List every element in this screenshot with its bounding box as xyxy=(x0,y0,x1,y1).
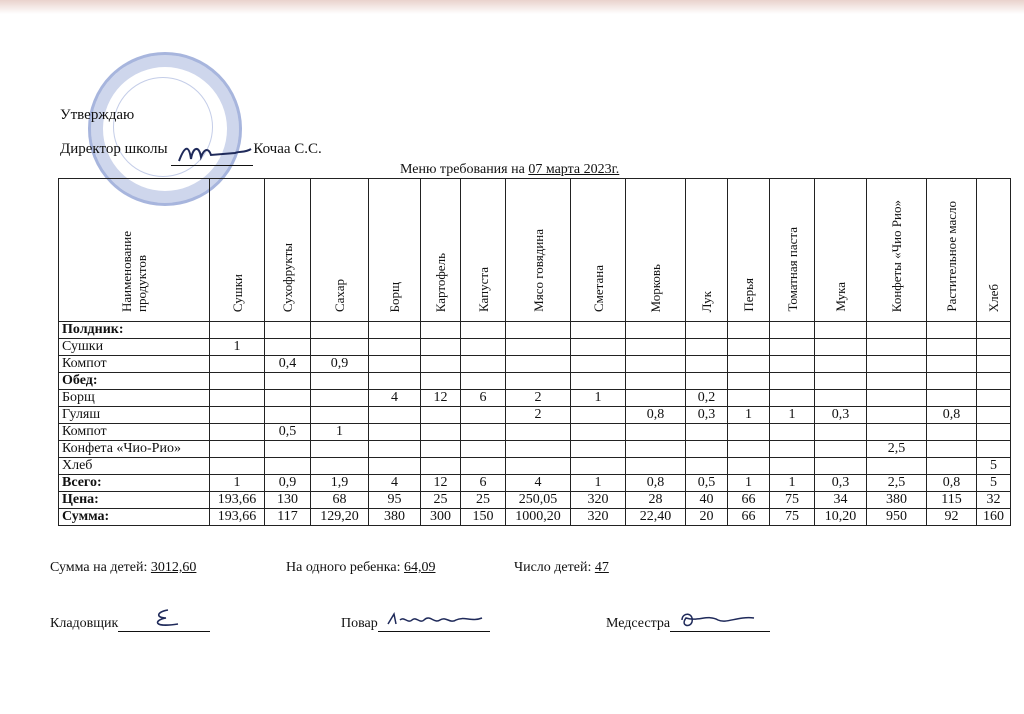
header-column: Конфеты «Чио Рио» xyxy=(867,179,927,322)
table-cell xyxy=(265,322,311,339)
table-cell: 6 xyxy=(461,390,506,407)
table-cell: 1000,20 xyxy=(506,509,571,526)
table-cell: 4 xyxy=(369,390,421,407)
table-cell xyxy=(686,458,728,475)
title-date: 07 марта 2023г. xyxy=(528,162,620,177)
header-column: Капуста xyxy=(461,179,506,322)
table-cell xyxy=(210,373,265,390)
table-cell xyxy=(927,373,977,390)
table-cell: 193,66 xyxy=(210,509,265,526)
table-cell: 34 xyxy=(815,492,867,509)
table-cell xyxy=(626,339,686,356)
table-cell: 1 xyxy=(770,475,815,492)
table-cell xyxy=(461,356,506,373)
table-cell: 22,40 xyxy=(626,509,686,526)
table-cell xyxy=(421,373,461,390)
per-child: На одного ребенка: 64,09 xyxy=(286,560,436,575)
header-column: Сушки xyxy=(210,179,265,322)
table-cell xyxy=(728,339,770,356)
header-column: Растительное масло xyxy=(927,179,977,322)
row-label: Сумма: xyxy=(59,509,210,526)
table-cell: 0,3 xyxy=(815,475,867,492)
table-cell: 0,5 xyxy=(265,424,311,441)
table-cell: 320 xyxy=(571,509,626,526)
table-cell xyxy=(461,458,506,475)
table-cell xyxy=(461,424,506,441)
table-cell xyxy=(815,424,867,441)
table-cell: 1 xyxy=(728,475,770,492)
table-cell: 2 xyxy=(506,390,571,407)
director-signature xyxy=(171,149,253,166)
table-cell xyxy=(210,407,265,424)
table-cell: 193,66 xyxy=(210,492,265,509)
table-cell xyxy=(867,339,927,356)
table-row xyxy=(59,458,1011,475)
table-cell: 1 xyxy=(210,475,265,492)
table-row xyxy=(59,441,1011,458)
table-cell xyxy=(210,356,265,373)
table-cell xyxy=(770,424,815,441)
table-cell xyxy=(867,322,927,339)
table-cell xyxy=(728,458,770,475)
table-cell xyxy=(210,458,265,475)
row-label: Хлеб xyxy=(59,458,210,475)
table-cell xyxy=(686,356,728,373)
table-cell xyxy=(311,339,369,356)
table-cell: 250,05 xyxy=(506,492,571,509)
table-cell: 5 xyxy=(977,475,1011,492)
table-cell xyxy=(686,339,728,356)
table-cell xyxy=(210,390,265,407)
children-sum-value: 3012,60 xyxy=(150,560,197,575)
table-cell xyxy=(265,373,311,390)
table-cell xyxy=(210,322,265,339)
table-cell: 4 xyxy=(369,475,421,492)
table-cell: 0,8 xyxy=(927,475,977,492)
table-cell xyxy=(571,373,626,390)
table-cell xyxy=(265,407,311,424)
table-cell: 1 xyxy=(728,407,770,424)
table-cell xyxy=(867,390,927,407)
table-cell xyxy=(311,407,369,424)
table-cell xyxy=(506,373,571,390)
row-label: Компот xyxy=(59,356,210,373)
table-cell xyxy=(867,458,927,475)
table-cell: 950 xyxy=(867,509,927,526)
table-cell xyxy=(421,356,461,373)
table-cell xyxy=(626,441,686,458)
table-cell xyxy=(311,322,369,339)
table-row xyxy=(59,492,1011,509)
table-cell: 32 xyxy=(977,492,1011,509)
table-cell: 1 xyxy=(311,424,369,441)
table-cell xyxy=(461,441,506,458)
header-column: Сахар xyxy=(311,179,369,322)
table-cell xyxy=(770,441,815,458)
table-cell xyxy=(265,458,311,475)
table-cell xyxy=(867,356,927,373)
table-cell: 150 xyxy=(461,509,506,526)
table-cell xyxy=(311,458,369,475)
table-cell xyxy=(461,373,506,390)
table-cell xyxy=(626,458,686,475)
table-cell xyxy=(421,322,461,339)
table-cell: 129,20 xyxy=(311,509,369,526)
table-cell: 0,4 xyxy=(265,356,311,373)
table-cell: 115 xyxy=(927,492,977,509)
table-cell xyxy=(977,424,1011,441)
table-cell xyxy=(506,339,571,356)
table-cell xyxy=(815,356,867,373)
table-cell xyxy=(927,441,977,458)
table-cell xyxy=(626,356,686,373)
table-cell xyxy=(626,424,686,441)
row-label: Борщ xyxy=(59,390,210,407)
per-child-value: 64,09 xyxy=(403,560,436,575)
table-cell xyxy=(210,441,265,458)
table-cell xyxy=(506,322,571,339)
table-row xyxy=(59,475,1011,492)
storekeeper-scrawl xyxy=(138,608,198,630)
children-count: Число детей: 47 xyxy=(514,560,609,575)
row-label: Цена: xyxy=(59,492,210,509)
table-cell xyxy=(571,407,626,424)
table-cell: 0,3 xyxy=(815,407,867,424)
table-cell xyxy=(815,373,867,390)
table-cell xyxy=(421,441,461,458)
table-cell xyxy=(369,339,421,356)
header-column: Мясо говядина xyxy=(506,179,571,322)
table-cell xyxy=(421,424,461,441)
table-cell xyxy=(461,407,506,424)
table-cell xyxy=(571,424,626,441)
table-cell xyxy=(815,458,867,475)
title-prefix: Меню требования на xyxy=(400,162,529,177)
table-cell xyxy=(728,390,770,407)
header-column: Томатная паста xyxy=(770,179,815,322)
table-body xyxy=(59,322,1011,526)
director-label: Директор школы xyxy=(60,141,168,157)
header-column: Мука xyxy=(815,179,867,322)
table-cell xyxy=(977,322,1011,339)
nurse-signature: Медсестра xyxy=(606,616,770,632)
director-line xyxy=(60,132,322,166)
table-cell: 10,20 xyxy=(815,509,867,526)
table-cell xyxy=(977,407,1011,424)
table-cell: 6 xyxy=(461,475,506,492)
table-cell: 1 xyxy=(571,390,626,407)
table-cell: 1 xyxy=(770,407,815,424)
table-cell: 130 xyxy=(265,492,311,509)
table-cell: 2 xyxy=(506,407,571,424)
table-cell: 0,2 xyxy=(686,390,728,407)
nurse-scrawl xyxy=(678,610,758,630)
table-cell: 1 xyxy=(210,339,265,356)
table-row xyxy=(59,373,1011,390)
table-cell xyxy=(927,356,977,373)
header-column: Сухофрукты xyxy=(265,179,311,322)
table-row xyxy=(59,356,1011,373)
table-cell xyxy=(770,322,815,339)
table-cell xyxy=(815,322,867,339)
scan-top-edge xyxy=(0,0,1024,14)
table-cell xyxy=(311,373,369,390)
table-cell: 68 xyxy=(311,492,369,509)
table-cell: 1,9 xyxy=(311,475,369,492)
table-cell xyxy=(626,390,686,407)
table-cell xyxy=(815,339,867,356)
table-cell xyxy=(461,339,506,356)
approval-heading: Утверждаю xyxy=(60,107,135,123)
table-cell xyxy=(927,458,977,475)
table-cell: 40 xyxy=(686,492,728,509)
table-cell: 320 xyxy=(571,492,626,509)
table-cell xyxy=(461,322,506,339)
storekeeper-signature: Кладовщик xyxy=(50,616,210,632)
row-label: Сушки xyxy=(59,339,210,356)
row-label: Гуляш xyxy=(59,407,210,424)
table-cell xyxy=(571,458,626,475)
table-cell: 0,5 xyxy=(686,475,728,492)
table-cell xyxy=(506,458,571,475)
director-name: Кочаа С.С. xyxy=(253,141,322,157)
table-row xyxy=(59,424,1011,441)
table-cell xyxy=(977,356,1011,373)
table-cell: 380 xyxy=(369,509,421,526)
table-cell xyxy=(686,424,728,441)
table-cell xyxy=(421,339,461,356)
table-cell xyxy=(421,407,461,424)
table-cell: 4 xyxy=(506,475,571,492)
row-label: Компот xyxy=(59,424,210,441)
table-cell: 0,8 xyxy=(626,475,686,492)
header-column: Картофель xyxy=(421,179,461,322)
table-cell xyxy=(311,441,369,458)
table-cell: 75 xyxy=(770,509,815,526)
table-row xyxy=(59,509,1011,526)
table-cell xyxy=(571,356,626,373)
table-cell: 92 xyxy=(927,509,977,526)
table-cell xyxy=(770,356,815,373)
table-cell xyxy=(815,441,867,458)
table-cell xyxy=(265,390,311,407)
table-cell xyxy=(927,390,977,407)
table-cell xyxy=(977,339,1011,356)
table-cell xyxy=(369,356,421,373)
table-cell xyxy=(977,373,1011,390)
row-label: Всего: xyxy=(59,475,210,492)
table-cell xyxy=(571,339,626,356)
table-cell xyxy=(867,373,927,390)
table-row xyxy=(59,407,1011,424)
table-cell xyxy=(770,458,815,475)
header-column: Перья xyxy=(728,179,770,322)
table-cell xyxy=(265,441,311,458)
table-cell xyxy=(728,373,770,390)
table-cell xyxy=(770,339,815,356)
table-cell xyxy=(369,424,421,441)
table-cell: 75 xyxy=(770,492,815,509)
table-cell: 2,5 xyxy=(867,441,927,458)
table-cell xyxy=(506,356,571,373)
table-cell: 12 xyxy=(421,475,461,492)
header-column: Морковь xyxy=(626,179,686,322)
table-cell: 20 xyxy=(686,509,728,526)
table-cell: 117 xyxy=(265,509,311,526)
table-cell xyxy=(571,322,626,339)
header-column: Борщ xyxy=(369,179,421,322)
table-cell: 25 xyxy=(461,492,506,509)
table-cell xyxy=(369,322,421,339)
table-cell: 0,8 xyxy=(626,407,686,424)
table-cell xyxy=(927,339,977,356)
table-cell: 66 xyxy=(728,492,770,509)
table-cell: 0,3 xyxy=(686,407,728,424)
row-label: Полдник: xyxy=(59,322,210,339)
table-cell xyxy=(369,373,421,390)
table-cell xyxy=(977,441,1011,458)
table-cell xyxy=(977,390,1011,407)
table-cell: 160 xyxy=(977,509,1011,526)
table-cell xyxy=(686,373,728,390)
table-cell: 28 xyxy=(626,492,686,509)
header-products: Наименование продуктов xyxy=(59,179,210,322)
table-cell xyxy=(728,441,770,458)
header-column: Лук xyxy=(686,179,728,322)
table-cell: 2,5 xyxy=(867,475,927,492)
table-cell: 25 xyxy=(421,492,461,509)
table-cell xyxy=(927,424,977,441)
table-cell xyxy=(686,441,728,458)
header-column: Сметана xyxy=(571,179,626,322)
table-cell xyxy=(210,424,265,441)
table-header-row xyxy=(59,179,1011,322)
children-sum: Сумма на детей: 3012,60 xyxy=(50,560,197,575)
signature-scrawl xyxy=(175,141,255,167)
table-row xyxy=(59,339,1011,356)
table-row xyxy=(59,390,1011,407)
table-cell xyxy=(867,424,927,441)
table-cell xyxy=(369,458,421,475)
table-cell: 95 xyxy=(369,492,421,509)
table-cell xyxy=(571,441,626,458)
approval-block xyxy=(60,98,322,166)
table-cell: 0,9 xyxy=(265,475,311,492)
table-cell xyxy=(867,407,927,424)
table-cell xyxy=(815,390,867,407)
table-cell: 1 xyxy=(571,475,626,492)
table-cell xyxy=(728,424,770,441)
table-cell: 5 xyxy=(977,458,1011,475)
row-label: Обед: xyxy=(59,373,210,390)
table-row xyxy=(59,322,1011,339)
page-title xyxy=(400,162,619,178)
table-cell xyxy=(506,424,571,441)
table-cell xyxy=(927,322,977,339)
table-cell xyxy=(686,322,728,339)
table-cell xyxy=(506,441,571,458)
table-cell xyxy=(728,356,770,373)
table-cell xyxy=(770,390,815,407)
table-cell: 0,9 xyxy=(311,356,369,373)
table-cell xyxy=(369,441,421,458)
table-cell: 380 xyxy=(867,492,927,509)
table-cell xyxy=(770,373,815,390)
table-cell xyxy=(626,322,686,339)
table-cell xyxy=(265,339,311,356)
cook-signature: Повар xyxy=(341,616,490,632)
row-label: Конфета «Чио-Рио» xyxy=(59,441,210,458)
table-cell xyxy=(626,373,686,390)
table-cell: 300 xyxy=(421,509,461,526)
table-cell: 0,8 xyxy=(927,407,977,424)
table-cell xyxy=(311,390,369,407)
table-cell: 12 xyxy=(421,390,461,407)
table-cell xyxy=(728,322,770,339)
children-count-value: 47 xyxy=(594,560,609,575)
cook-scrawl xyxy=(386,610,486,630)
table-cell xyxy=(369,407,421,424)
table-cell: 66 xyxy=(728,509,770,526)
menu-table xyxy=(58,178,1011,526)
header-column: Хлеб xyxy=(977,179,1011,322)
table-cell xyxy=(421,458,461,475)
